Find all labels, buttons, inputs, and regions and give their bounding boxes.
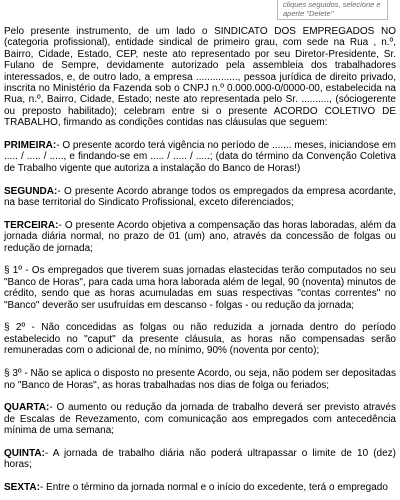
clause-heading: TERCEIRA: [4,219,59,231]
clause-heading: SEGUNDA: [4,185,58,197]
clause-heading: PRIMEIRA: [4,140,57,152]
clause-quinta [4,448,396,471]
paragraph-text: § 1º - Os empregados que tiverem suas jornadas elastecidas terão computados no seu "Banco de Horas", para cada uma hora laborada além de legal, 90 (noventa) minutos de crédito, sendo que as horas acumuladas em suas respectivas "contas correntes" no "Banco" deverão ser usufruídas em descanso - folgas - ou redução da jornada; [4,265,396,311]
preamble-paragraph [4,26,396,129]
clause-text: - A jornada de trabalho diária não poderá ultrapassar o limite de 10 (dez) horas; [4,447,396,471]
clause-segunda [4,186,396,209]
instruction-tooltip [277,0,388,20]
clause-sexta [4,482,396,493]
clause-text: - O presente Acordo abrange todos os empregados da empresa acordante, na base territorial do Sindicato Profissional, exceto diferenciados; [4,185,396,209]
paragraph-text: Pelo presente instrumento, de um lado o SINDICATO DOS EMPREGADOS NO (categoria profissional), entidade sindical de primeiro grau, com sede na Rua , n.º, Bairro, Cidade, Estado, CEP, neste ato representado por seu Diretor-Presidente, Sr. Fulano de Sempre, devidamente autorizado pela assembleia dos trabalhadores interessados, e, de outro lado, a empresa ..............., pessoa jurídica de direito privado, inscrita no Ministério da Fazenda sob o CNPJ n.º 0.000.000-0/0000-00, estabelecida na Rua, n.º, Bairro, Cidade, Estado; neste ato representada pelo Sr. .........., (sóciogerente ou preposto habilitado); celebram entre si o presente ACORDO COLETIVO DE TRABALHO, firmando as condições contidas nas cláusulas que seguem: [4,26,396,129]
paragraph-text: § 3º - Não se aplica o disposto no presente Acordo, ou seja, não podem ser depositadas no "Banco de Horas", as horas trabalhadas nos dias de folga ou feriados; [4,368,396,391]
clause-quarta [4,402,396,436]
clause-text: - O presente acordo terá vigência no período de ....... meses, iniciandose em ..... / ..... / ....., e findando-se em ..... / ..... / .....; (data do término da Convenção Coletiva de Trabalho vigente que autoriza a instalação do Banco de Horas!) [4,140,396,174]
clause-primeira [4,140,396,174]
clause-text: - O presente Acordo objetiva a compensação das horas laboradas, além da jornada diária normal, no prazo de 01 (um) ano, através da concessão de folgas ou redução de jornada; [4,219,396,254]
instruction-line-2: aperte "Delete" [283,9,334,18]
clause-heading: QUINTA: [4,447,45,459]
subclause-paragraph-3 [4,368,396,391]
paragraph-text: § 2º - Não concedidas as folgas ou não reduzida a jornada dentro do período estabelecido no "caput" da presente cláusula, as horas não compensadas serão remuneradas com o adicional de, no mínimo, 90% (noventa por cento); [4,322,396,357]
clause-text: - Entre o término da jornada normal e o início do excedente, terá o empregado [39,482,388,494]
clause-terceira [4,220,396,254]
document-body [4,26,396,494]
instruction-line-1: cliques seguidos, selecione e [283,0,381,9]
subclause-paragraph-1 [4,265,396,311]
subclause-paragraph-2 [4,322,396,356]
clause-text: - O aumento ou redução da jornada de trabalho deverá ser previsto através de Escalas de Revezamento, com comunicação aos empregados com antecedência mínima de uma semana; [4,402,396,437]
clause-heading: SEXTA: [4,482,40,494]
clause-heading: QUARTA: [4,402,50,414]
